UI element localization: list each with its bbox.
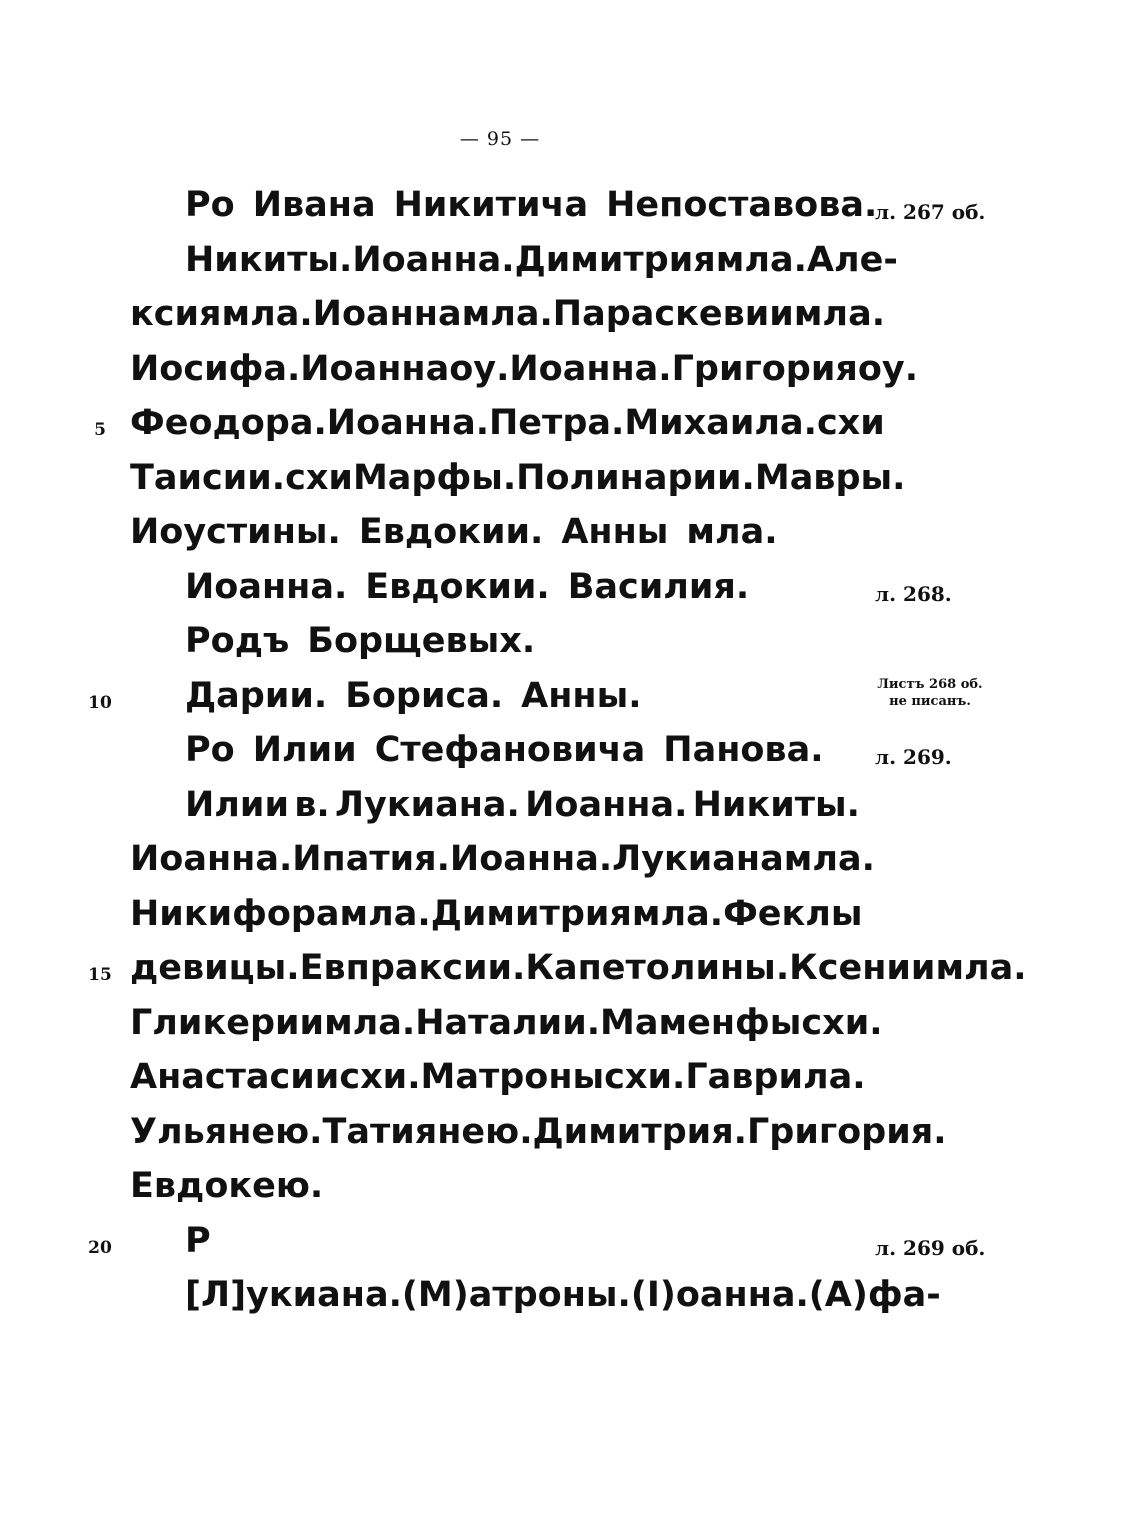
text-line-11 (185, 725, 860, 775)
word: девицы. (130, 948, 300, 988)
word: Иоанна. (352, 239, 515, 280)
word: Марфы. (352, 457, 517, 498)
word: Григория. (746, 1111, 947, 1152)
text-line-15 (130, 943, 1027, 993)
word: мла. (935, 948, 1027, 988)
word: оу. (449, 348, 510, 389)
folio-note-line-2: не писанъ. (889, 694, 971, 709)
word: Ульянею. (130, 1111, 323, 1152)
word: Никиты. (692, 784, 860, 825)
word: (М)атроны. (401, 1275, 631, 1315)
word: схи. (339, 1057, 421, 1097)
word: Гаврила. (685, 1057, 866, 1097)
word: Василия. (567, 566, 750, 607)
word: Евдокии. (358, 512, 544, 552)
word: Таисии. (130, 457, 286, 498)
word: Никитича (393, 185, 589, 225)
word: мла. (715, 239, 807, 280)
text-line-17 (130, 1052, 866, 1102)
word: мла. (324, 1002, 416, 1043)
word: Иоанна. (326, 403, 490, 443)
text-line-1 (185, 180, 878, 230)
text-line-10 (185, 671, 860, 721)
word: оу. (857, 348, 919, 389)
word: Иоанна. (449, 839, 613, 879)
word: Мавры. (754, 457, 906, 498)
word: Петра. (489, 403, 625, 443)
text-line-8 (185, 562, 860, 612)
word: Никифора (130, 893, 340, 934)
word: Родъ (185, 621, 290, 661)
word: Полинарии. (516, 457, 755, 498)
text-line-19 (130, 1161, 860, 1211)
word: схи (285, 457, 353, 498)
word: ксия (130, 294, 222, 334)
word: схи (816, 403, 885, 443)
word: Матроны (420, 1057, 605, 1097)
word: Ипатия. (292, 839, 450, 879)
word: Наталии. (415, 1002, 601, 1043)
word: Феодора. (130, 403, 327, 443)
word: Борщевых. (307, 621, 536, 661)
word: Григория (671, 348, 858, 389)
word: Илии (185, 784, 289, 825)
word: Иоанна. (525, 784, 688, 825)
word: Анны. (521, 675, 642, 716)
word: Иоанна. (185, 566, 348, 607)
word: Дарии. (185, 675, 328, 716)
word: Гликерии (130, 1002, 325, 1043)
word: Ивана (252, 185, 376, 225)
text-line-18 (130, 1107, 947, 1157)
word: Лукиана (612, 839, 784, 879)
word: Стефановича (374, 730, 646, 770)
line-number: 20 (88, 1237, 112, 1258)
line-number: 10 (88, 692, 112, 713)
text-line-9 (185, 616, 860, 666)
text-line-14 (130, 889, 863, 939)
word: Капетолины. (525, 948, 790, 988)
text-line-21 (185, 1270, 941, 1320)
word: мла. (339, 893, 431, 934)
word: Ро (185, 185, 235, 225)
word: Але- (806, 239, 898, 280)
folio-reference: л. 268. (875, 581, 952, 606)
folio-reference: л. 269 об. (875, 1235, 986, 1260)
text-line-12 (185, 780, 860, 830)
word: Бориса. (345, 675, 504, 716)
word: [Л]укиана. (185, 1275, 402, 1315)
word: Иоанна (300, 348, 450, 389)
line-number: 15 (88, 965, 112, 985)
word: Панова. (663, 730, 824, 770)
text-line-3 (130, 289, 885, 339)
word: Димитрия (514, 239, 716, 280)
word: Евдокии. (365, 566, 550, 607)
folio-note (860, 676, 1000, 710)
word: Анны (561, 512, 669, 552)
word: Феклы (723, 893, 863, 934)
word: мла. (793, 294, 885, 334)
text-line-7 (130, 507, 860, 557)
word: схи. (801, 1002, 883, 1043)
word: схи. (604, 1057, 686, 1097)
text-line-2 (185, 235, 898, 285)
text-line-5 (130, 398, 885, 448)
word: Евдокею. (130, 1166, 324, 1206)
word: мла. (461, 294, 553, 334)
word: мла. (631, 893, 724, 934)
word: Ро (185, 730, 235, 770)
word: Татиянею. (322, 1111, 533, 1152)
word: Димитрия. (532, 1111, 747, 1152)
word: Непоставова. (606, 185, 878, 225)
word: (А)фа- (808, 1275, 941, 1315)
text-line-16 (130, 998, 883, 1048)
word: (І)оанна. (630, 1275, 809, 1315)
word: в. (294, 784, 330, 825)
word: Никиты. (185, 239, 353, 280)
word: Евпраксии. (299, 948, 526, 988)
word: мла. (783, 839, 875, 879)
word: Иоанна. (130, 839, 293, 879)
word: Илии (252, 730, 357, 770)
folio-note-line-1: Листъ 268 об. (877, 677, 983, 692)
word: Ксении (789, 948, 936, 988)
word: Параскевии (552, 294, 794, 334)
folio-reference: л. 267 об. (875, 200, 986, 224)
text-line-4 (130, 344, 919, 394)
word: Иоустины. (130, 512, 341, 552)
text-line-20 (185, 1216, 860, 1266)
text-line-13 (130, 834, 875, 884)
word: Маменфы (600, 1002, 802, 1043)
word: Лукиана. (334, 784, 520, 825)
page-number: — 95 — (459, 128, 541, 150)
word: Иоанна (312, 294, 462, 334)
word: Димитрия (430, 893, 632, 934)
word: Михаила. (624, 403, 817, 443)
word: Иосифа. (130, 348, 301, 389)
word: мла. (221, 294, 313, 334)
folio-reference: л. 269. (875, 745, 952, 769)
word: Р (185, 1220, 211, 1261)
text-line-6 (130, 453, 906, 503)
word: Иоанна. (509, 348, 672, 389)
word: мла. (686, 512, 778, 552)
line-number: 5 (94, 420, 106, 440)
word: Анастасии (130, 1057, 340, 1097)
